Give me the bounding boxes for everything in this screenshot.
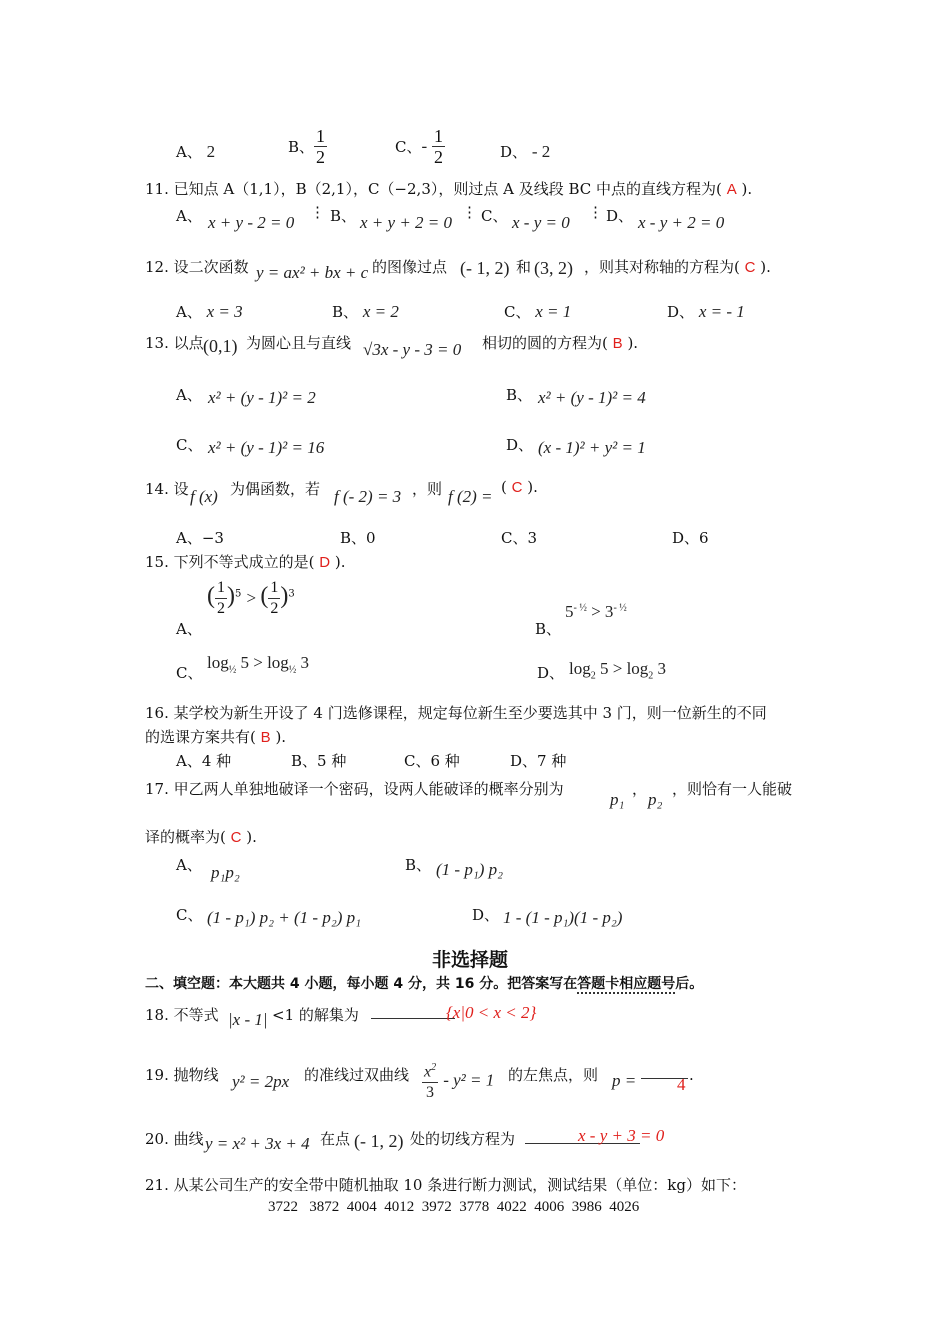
q12-option-b: B、 x = 2 xyxy=(332,302,399,321)
q17-option-a-value: p₁p₂ xyxy=(211,863,240,882)
q10-option-a: A、 2 xyxy=(176,142,216,161)
q18-stem-1: 18. 不等式 xyxy=(145,1006,219,1024)
q17-option-a: A、 xyxy=(176,856,202,874)
q12-option-a: A、 x = 3 xyxy=(176,302,243,321)
q10-option-c: C、- $\frac{1}{2}$ xyxy=(395,126,443,167)
q13-option-d-value: (x - 1)² + y² = 1 xyxy=(538,438,646,457)
q17-option-d: D、 xyxy=(472,906,500,924)
q12-option-c: C、 x = 1 xyxy=(504,302,572,321)
q15-option-c: C、 xyxy=(176,664,203,682)
q17-line-1b: ，则恰有一人能破 xyxy=(672,780,793,798)
section-instructions: 二、填空题：本大题共 4 小题，每小题 4 分，共 16 分。把答案写在答题卡相应题号后。 xyxy=(145,976,704,992)
q11-option-d: D、 xyxy=(606,207,634,225)
q11-answer: A xyxy=(726,181,737,198)
q11-sep-1: ⋮ xyxy=(310,203,325,221)
q12-stem-3: ，则其对称轴的方程为( C ). xyxy=(584,258,771,276)
q19-stem-3: 的左焦点，则 xyxy=(508,1066,599,1084)
q11-option-b: B、 xyxy=(330,207,357,225)
q19-stem-1: 19. 抛物线 xyxy=(145,1066,219,1084)
q12-point-1: (- 1, 2) xyxy=(460,258,510,278)
q12-point-2: (3, 2) xyxy=(534,258,573,278)
q15-option-c-value: $\log_{\frac{1}{2}} 5 > \log_{\frac{1}{2}} 3$ xyxy=(207,653,310,676)
q19-p: p = xyxy=(612,1071,637,1090)
q15-option-d-value: $\log_2 5 > \log_2 3$ xyxy=(569,659,667,682)
q14-function: f (x) xyxy=(190,487,218,506)
q15-option-a-value: ( $\frac{1}{2}$ )$^5$ > ( $\frac{1}{2}$ )$^3$ xyxy=(207,579,295,617)
q20-point: (- 1, 2) xyxy=(354,1131,404,1151)
q13-point: (0,1) xyxy=(203,336,238,356)
q16-answer: B xyxy=(260,729,271,746)
q17-option-d-value: 1 - (1 - p₁)(1 - p₂) xyxy=(503,908,623,927)
q11-stem: 11. 已知点 A（1,1），B（2,1），C（−2,3），则过点 A 及线段 BC 中点的直线方程为( A ). xyxy=(145,180,753,198)
q17-comma: ， xyxy=(632,780,648,798)
q13-stem-1: 13. 以点 xyxy=(145,334,204,352)
q17-p1: p₁ xyxy=(610,790,625,809)
q17-option-b-value: (1 - p₁) p₂ xyxy=(436,860,504,879)
q12-and: 和 xyxy=(516,258,532,276)
q13-stem-3: 相切的圆的方程为( B ). xyxy=(482,334,639,352)
q14-stem-2: 为偶函数，若 xyxy=(230,480,321,498)
q13-option-c: C、 xyxy=(176,436,203,454)
q20-answer: x - y + 3 = 0 xyxy=(578,1126,665,1145)
q20-stem-1: 20. 曲线 xyxy=(145,1130,204,1148)
q13-option-a: A、 xyxy=(176,386,202,404)
q13-option-d: D、 xyxy=(506,436,534,454)
q19-tail: . xyxy=(689,1066,694,1084)
q11-option-d-value: x - y + 2 = 0 xyxy=(638,213,725,232)
q11-sep-2: ⋮ xyxy=(462,203,477,221)
q17-option-b: B、 xyxy=(405,856,432,874)
q12-option-d: D、 x = - 1 xyxy=(667,302,745,321)
q15-option-a: A、 xyxy=(176,620,202,638)
q11-option-c: C、 xyxy=(481,207,508,225)
q14-option-d: D、6 xyxy=(672,529,709,547)
q13-option-c-value: x² + (y - 1)² = 16 xyxy=(208,438,325,457)
q15-stem: 15. 下列不等式成立的是( D ). xyxy=(145,553,346,571)
q14-answer-wrap: ( C ). xyxy=(501,478,538,496)
q12-function: y = ax² + bx + c xyxy=(256,263,369,282)
q14-question: f (2) = xyxy=(448,487,493,506)
q18-stem-2: <1 的解集为 xyxy=(272,1006,359,1024)
q14-option-c: C、3 xyxy=(501,529,538,547)
q20-stem-3: 处的切线方程为 xyxy=(410,1130,516,1148)
q14-option-b: B、0 xyxy=(340,529,376,547)
q13-option-b: B、 xyxy=(506,386,533,404)
q21-stem: 21. 从某公司生产的安全带中随机抽取 10 条进行断力测试，测试结果（单位：kg）如下： xyxy=(145,1176,746,1194)
q17-line-1: 17. 甲乙两人单独地破译一个密码，设两人能破译的概率分别为 xyxy=(145,780,564,798)
q14-stem-1: 14. 设 xyxy=(145,480,189,498)
q16-option-c: C、6 种 xyxy=(404,752,460,770)
q17-option-c: C、 xyxy=(176,906,203,924)
q17-p2: p₂ xyxy=(648,790,663,809)
q16-line-1: 16. 某学校为新生开设了 4 门选修课程，规定每位新生至少要选其中 3 门，则一位新生的不同 xyxy=(145,704,767,722)
q14-condition: f (- 2) = 3 xyxy=(334,487,402,506)
q18-answer: {x|0 < x < 2} xyxy=(446,1003,537,1022)
q10-option-d: D、 - 2 xyxy=(500,142,551,161)
q16-option-b: B、5 种 xyxy=(291,752,347,770)
q17-line-2: 译的概率为( C ). xyxy=(145,828,257,846)
q18-expression: |x - 1| xyxy=(228,1010,268,1029)
q15-option-b: B、 xyxy=(535,620,562,638)
q11-sep-3: ⋮ xyxy=(588,203,603,221)
q21-data: 3722 3872 4004 4012 3972 3778 4022 4006 3986 4026 xyxy=(268,1199,640,1215)
q20-curve: y = x² + 3x + 4 xyxy=(205,1134,310,1153)
q15-answer: D xyxy=(319,554,331,571)
q14-option-a: A、−3 xyxy=(176,529,224,547)
q13-option-a-value: x² + (y - 1)² = 2 xyxy=(208,388,316,407)
q13-answer: B xyxy=(612,335,623,352)
q20-stem-2: 在点 xyxy=(320,1130,351,1148)
q16-option-a: A、4 种 xyxy=(176,752,232,770)
q19-answer: 4 xyxy=(677,1075,686,1094)
q12-answer: C xyxy=(744,259,756,276)
q16-line-2: 的选课方案共有( B ). xyxy=(145,728,287,746)
q17-option-c-value: (1 - p₁) p₂ + (1 - p₂) p₁ xyxy=(207,908,362,927)
q19-stem-2: 的准线过双曲线 xyxy=(304,1066,410,1084)
q19-parabola: y² = 2px xyxy=(232,1072,290,1091)
q14-answer: C xyxy=(511,479,523,496)
q16-option-d: D、7 种 xyxy=(510,752,567,770)
q15-option-b-value: $5^{- \frac{1}{2}} > 3^{- \frac{1}{2}}$ xyxy=(565,602,627,621)
q11-option-b-value: x + y + 2 = 0 xyxy=(360,213,453,232)
q13-line: √3x - y - 3 = 0 xyxy=(363,340,462,359)
q17-answer: C xyxy=(230,829,242,846)
q13-option-b-value: x² + (y - 1)² = 4 xyxy=(538,388,646,407)
q12-stem-2: 的图像过点 xyxy=(372,258,448,276)
q12-stem-1: 12. 设二次函数 xyxy=(145,258,249,276)
q11-option-a: A、 xyxy=(176,207,202,225)
q11-option-c-value: x - y = 0 xyxy=(512,213,570,232)
q14-stem-3: ，则 xyxy=(412,480,443,498)
q13-stem-2: 为圆心且与直线 xyxy=(246,334,352,352)
section-title: 非选择题 xyxy=(432,949,509,971)
q19-hyperbola: $\frac{x^2}{3}$ - y² = 1 xyxy=(422,1058,494,1103)
q11-option-a-value: x + y - 2 = 0 xyxy=(208,213,295,232)
q18-blank xyxy=(371,1018,455,1019)
q10-option-b: B、 $\frac{1}{2}$ xyxy=(288,126,326,167)
q15-option-d: D、 xyxy=(537,664,565,682)
